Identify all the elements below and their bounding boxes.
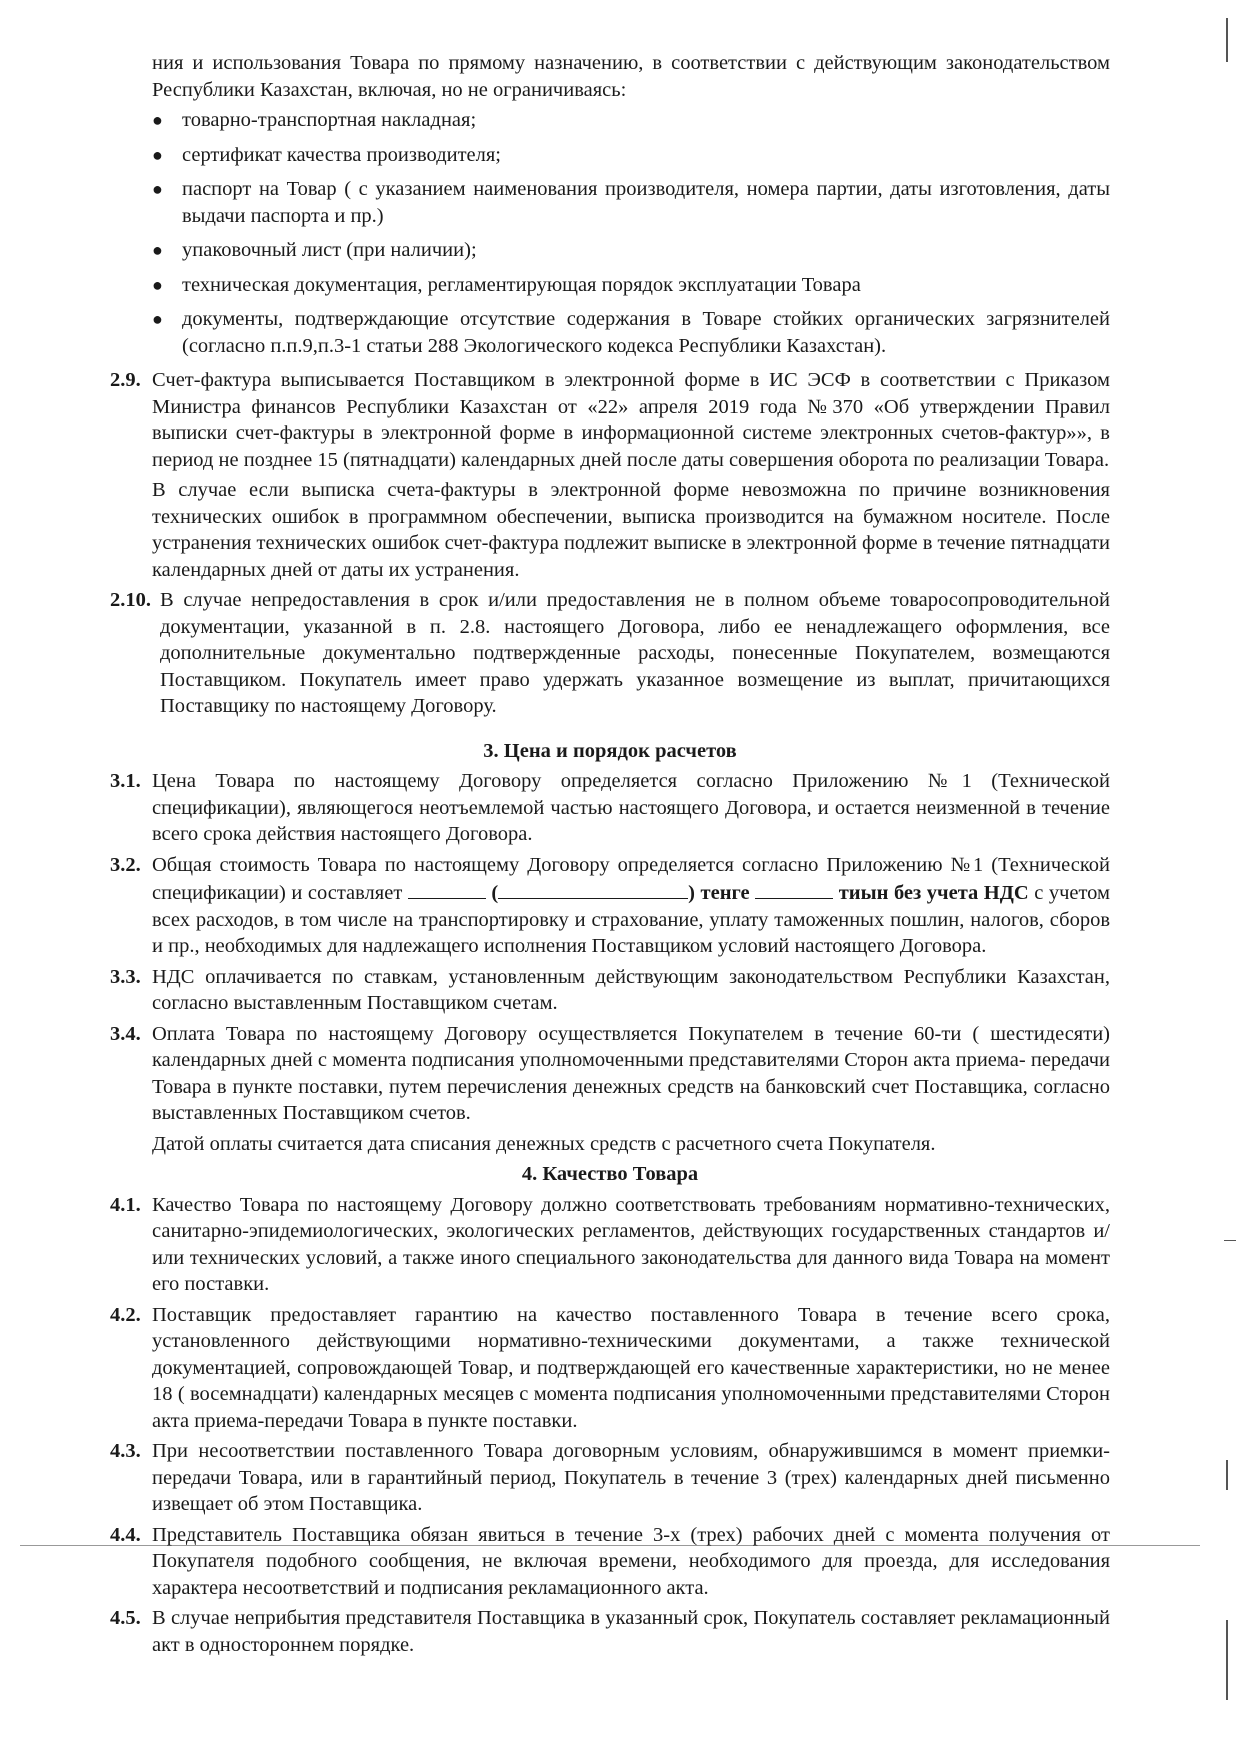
scan-artifact bbox=[1226, 18, 1228, 62]
document-body bbox=[110, 50, 1110, 1658]
bullet-icon: ● bbox=[152, 110, 163, 130]
clause-4-4 bbox=[110, 1522, 1110, 1602]
clause-text: Качество Товара по настоящему Договору должно соответствовать требованиям нормативно-технических, санитарно-эпидемиологических, экологических регламентов, действующих государственных стандартов и/или технических условий, а также иного специального законодательства для данного вида Товара на момент его поставки. bbox=[152, 1193, 1110, 1295]
clause-2-9 bbox=[110, 367, 1110, 583]
list-item: ● сертификат качества производителя; bbox=[110, 142, 1110, 169]
section-title: 3. Цена и порядок расчетов bbox=[483, 739, 737, 762]
clause-3-3 bbox=[110, 964, 1110, 1017]
scan-artifact bbox=[1226, 1620, 1228, 1700]
list-item: ● техническая документация, регламентирующая порядок эксплуатации Товара bbox=[110, 272, 1110, 299]
scan-artifact bbox=[1226, 1460, 1228, 1490]
clause-4-5 bbox=[110, 1605, 1110, 1658]
clause-3-2 bbox=[110, 852, 1110, 960]
clause-text: НДС оплачивается по ставкам, установленным действующим законодательством Республики Казахстан, согласно выставленным Поставщиком счетам. bbox=[152, 965, 1110, 1014]
scan-artifact bbox=[1224, 1240, 1236, 1241]
clause-number: 3.2. bbox=[110, 853, 141, 876]
clause-text: Представитель Поставщика обязан явиться в течение 3-х (трех) рабочих дней с момента получения от Покупателя подобного сообщения, не включая времени, необходимого для проезда, для исследования характера несоответствий и подписания рекламационного акта. bbox=[152, 1523, 1110, 1599]
clause-text: В случае если выписка счета-фактуры в электронной форме невозможна по причине возникновения технических ошибок в программном обеспечении, выписка производится на бумажном носителе. После устранения технических ошибок счет-фактура подлежит выписке в электронной форме в течение пятнадцати календарных дней от даты их устранения. bbox=[152, 479, 1110, 581]
clause-text: Счет-фактура выписывается Поставщиком в электронной форме в ИС ЭСФ в соответствии с Приказом Министра финансов Республики Казахстан от «22» апреля 2019 года №370 «Об утверждении Правил выписки счет-фактуры в электронной форме в информационной системе электронных счетов-фактур»», в период не позднее 15 (пятнадцати) календарных дней после даты совершения оборота по реализации Товара. bbox=[152, 369, 1110, 471]
amount-blank bbox=[408, 878, 486, 899]
bullet-icon: ● bbox=[152, 179, 163, 199]
clause-text: Поставщик предоставляет гарантию на качество поставленного Товара в течение всего срока, установленного действующими нормативно-техническими документами, а также технической документацией, сопровождающей Товар, и подтверждающей его качественные характеристики, но не менее 18 ( восемнадцати) календарных месяцев с момента подписания уполномоченными представителями Сторон акта приема-передачи Товара в пункте поставки. bbox=[152, 1303, 1110, 1432]
bullet-icon: ● bbox=[152, 309, 163, 329]
list-item: ● упаковочный лист (при наличии); bbox=[110, 237, 1110, 264]
bullet-icon: ● bbox=[152, 144, 163, 165]
intro-paragraph: ния и использования Товара по прямому назначению, в соответствии с действующим законодательством Республики Казахстан, включая, но не ограничиваясь: bbox=[152, 52, 1110, 101]
list-item: ● документы, подтверждающие отсутствие содержания в Товаре стойких органических загрязнителей (согласно п.п.9,п.3-1 статьи 288 Экологического кодекса Республики Казахстан). bbox=[152, 308, 1110, 357]
list-item: ● товарно-транспортная накладная; bbox=[110, 107, 1110, 134]
tiyn-blank bbox=[755, 878, 833, 899]
clause-text: Цена Товара по настоящему Договору определяется согласно Приложению №1 (Технической спецификации), являющегося неотъемлемой частью настоящего Договора, и остается неизменной в течение всего срока действия настоящего Договора. bbox=[152, 770, 1110, 845]
clause-number: 3.1. bbox=[110, 770, 141, 792]
clause-number: 4.2. bbox=[110, 1303, 141, 1326]
clause-number: 3.4. bbox=[110, 1022, 141, 1045]
clause-3-1 bbox=[110, 768, 1110, 848]
list-item: ● паспорт на Товар ( с указанием наименования производителя, номера партии, даты изготовления, даты выдачи паспорта и пр.) bbox=[152, 178, 1110, 227]
clause-text: Общая стоимость Товара по настоящему Договору определяется согласно Приложению №1 (Технической спецификации) и составляет ( ) тенге тиын без учета НДС с учетом всех расходов, в том числе на транспортировку и страхование, уплату таможенных пошлин, налогов, сборов и пр., необходимых для надлежащего исполнения Поставщиком условий настоящего Договора. bbox=[152, 853, 1111, 957]
clause-number: 3.3. bbox=[110, 965, 141, 988]
clause-text: Оплата Товара по настоящему Договору осуществляется Покупателем в течение 60-ти ( шестидесяти) календарных дней с момента подписания уполномоченными представителями Сторон акта приема- передачи Товара в пункте поставки, путем перечисления денежных средств на банковский счет Поставщика, согласно выставленных Поставщиком счетов. bbox=[152, 1022, 1110, 1124]
clause-number: 4.5. bbox=[110, 1607, 141, 1629]
document-list bbox=[110, 107, 1110, 359]
clause-text: В случае непредоставления в срок и/или предоставления не в полном объеме товаросопроводительной документации, указанной в п. 2.8. настоящего Договора, либо ее ненадлежащего оформления, все дополнительные документально подтвержденные расходы, понесенные Покупателем, возмещаются Поставщиком. Покупатель имеет право удержать указанное возмещение из выплат, причитающихся Поставщику по настоящему Договору. bbox=[160, 589, 1110, 717]
clause-number: 4.3. bbox=[110, 1440, 141, 1462]
clause-4-3 bbox=[110, 1438, 1110, 1518]
clause-text: При несоответствии поставленного Товара договорным условиям, обнаружившимся в момент приемки-передачи Товара, или в гарантийный период, Покупатель в течение 3 (трех) календарных дней письменно извещает об этом Поставщика. bbox=[152, 1440, 1110, 1515]
section-title: 4. Качество Товара bbox=[521, 1163, 699, 1185]
clause-number: 4.1. bbox=[110, 1193, 141, 1216]
amount-words-blank bbox=[498, 878, 688, 899]
clause-number: 2.9. bbox=[110, 369, 141, 391]
clause-3-4 bbox=[110, 1021, 1110, 1127]
clause-number: 4.4. bbox=[110, 1523, 141, 1546]
payment-date-note: Датой оплаты считается дата списания денежных средств с расчетного счета Покупателя. bbox=[152, 1132, 936, 1155]
clause-2-10 bbox=[110, 587, 1110, 720]
clause-number: 2.10. bbox=[110, 589, 151, 611]
bullet-icon: ● bbox=[152, 240, 163, 260]
clause-4-2 bbox=[110, 1302, 1110, 1435]
clause-text: В случае неприбытия представителя Поставщика в указанный срок, Покупатель составляет рекламационный акт в одностороннем порядке. bbox=[152, 1607, 1110, 1656]
clause-4-1 bbox=[110, 1192, 1110, 1298]
bullet-icon: ● bbox=[152, 274, 163, 295]
